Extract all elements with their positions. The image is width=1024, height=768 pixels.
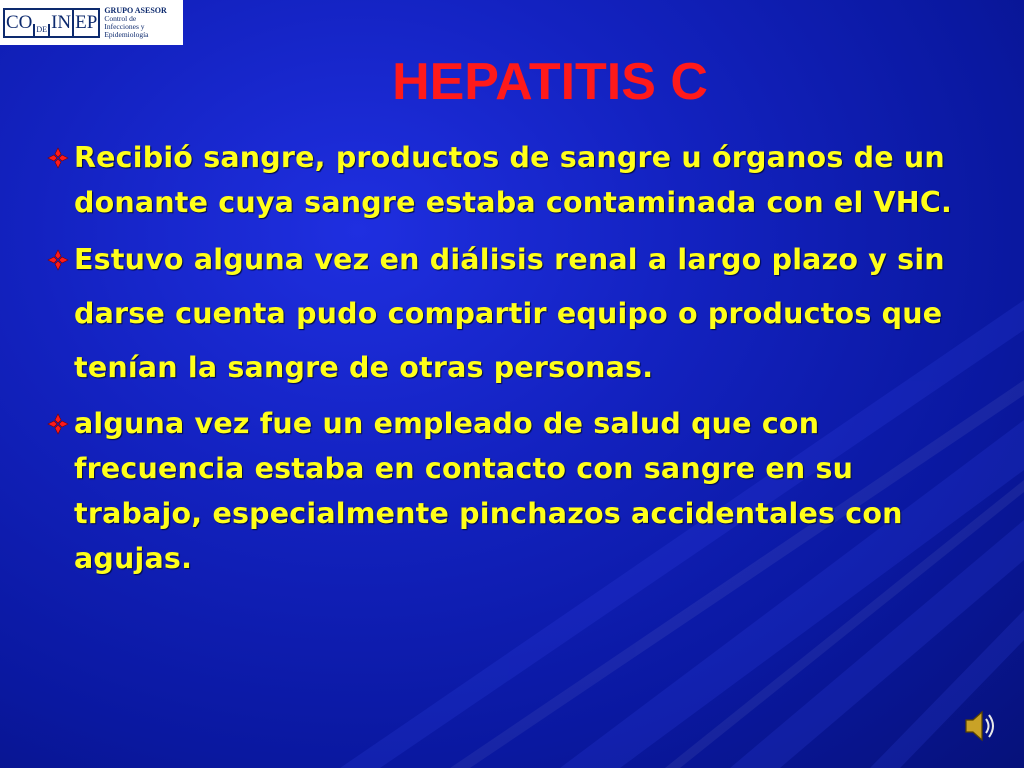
logo-caption (104, 7, 166, 39)
logo-mark-part: EP (72, 10, 98, 36)
bullet-text: Estuvo alguna vez en diálisis renal a largo plazo y sin darse cuenta pudo compartir equipo o productos que tenían la sangre de otras personas. (74, 243, 945, 384)
slide-title: HEPATITIS C (392, 53, 708, 111)
diamond-bullet-icon (44, 401, 74, 446)
logo (0, 0, 183, 45)
logo-caption-line: Control de (104, 13, 137, 23)
logo-mark-part: IN (51, 11, 72, 33)
bullet-text: Recibió sangre, productos de sangre u órganos de un donante cuya sangre estaba contaminada con el VHC. (74, 141, 952, 219)
logo-mark-part: DE (33, 24, 50, 36)
bullet-item (44, 135, 984, 225)
logo-caption-line: Infecciones y (104, 21, 145, 31)
diamond-bullet-icon (44, 233, 74, 287)
bullet-item (44, 401, 984, 581)
logo-mark (3, 8, 100, 38)
bullet-text: alguna vez fue un empleado de salud que con frecuencia estaba en contacto con sangre en su trabajo, especialmente pinchazos accidentales con agujas. (74, 407, 903, 575)
speaker-icon[interactable] (962, 706, 1000, 746)
logo-caption-line: GRUPO ASESOR (104, 5, 167, 15)
logo-mark-part: CO (6, 11, 33, 33)
bullet-item (44, 233, 984, 395)
bullet-list (44, 135, 984, 581)
diamond-bullet-icon (44, 135, 74, 180)
logo-caption-line: Epidemiología (104, 29, 149, 39)
